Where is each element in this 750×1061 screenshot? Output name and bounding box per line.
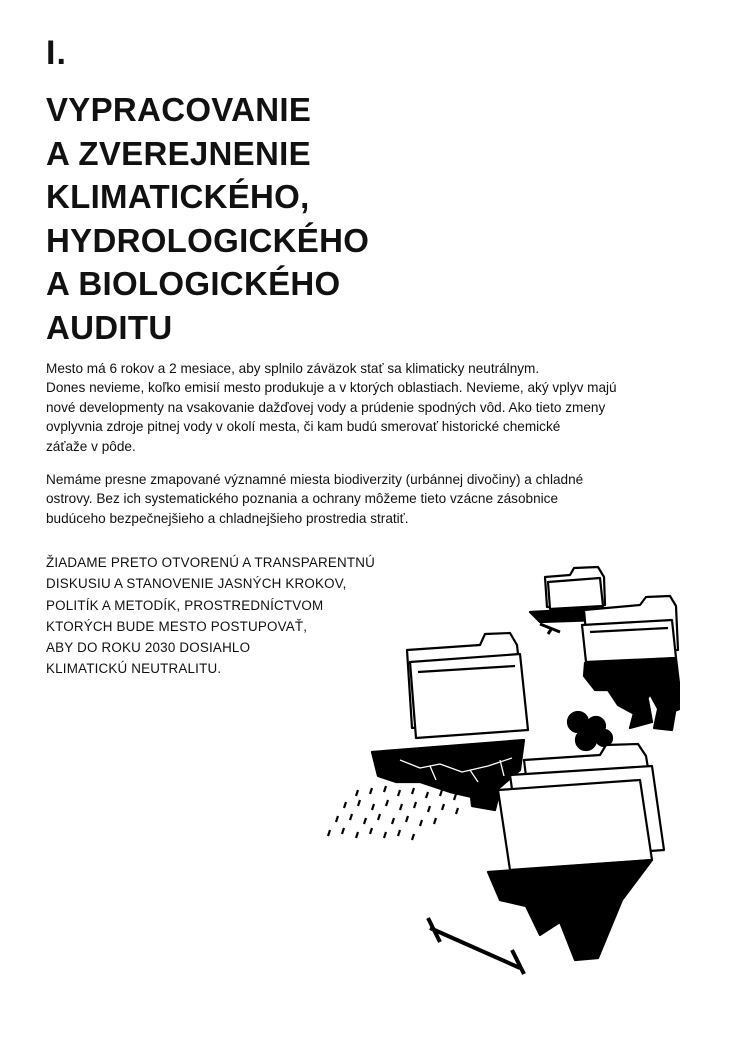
paragraph-line: Nemáme presne zmapované významné miesta biodiverzity (urbánnej divočiny) a chladné <box>46 472 584 487</box>
title-line: HYDROLOGICKÉHO <box>46 221 370 259</box>
paragraph-line: ovplyvnia zdroje pitnej vody v okolí mesta, či kam budú smerovať historické chemické <box>46 419 561 435</box>
demand-line: POLITÍK A METODÍK, PROSTREDNÍCTVOM <box>46 597 324 613</box>
title-line: AUDITU <box>46 308 173 346</box>
title-line: A ZVEREJNENIE <box>46 134 311 172</box>
biodiversity-paragraph <box>46 470 706 528</box>
folder-middle-icon <box>407 633 528 738</box>
demand-line: KTORÝCH BUDE MESTO POSTUPOVAŤ, <box>46 618 308 634</box>
title-line: KLIMATICKÉHO, <box>46 178 310 215</box>
paragraph-line: budúceho bezpečnejšieho a chladnejšieho prostredia stratiť. <box>46 510 409 526</box>
open-folders-icon <box>300 555 680 975</box>
paragraph-line: ostrovy. Bez ich systematického poznania a ochrany môžeme tieto vzácne zásobnice <box>46 491 559 507</box>
paragraph-line: záťaže v pôde. <box>46 438 136 454</box>
page-title <box>46 88 369 349</box>
intro-paragraph <box>46 359 706 456</box>
demand-line: KLIMATICKÚ NEUTRALITU. <box>46 661 222 677</box>
stick-icon <box>428 918 524 974</box>
demand-line: DISKUSIU A STANOVENIE JASNÝCH KROKOV, <box>46 576 347 592</box>
title-line: VYPRACOVANIE <box>46 91 312 128</box>
paragraph-line: nové developmenty na vsakovanie dažďovej vody a prúdenie spodných vôd. Ako tieto zmeny <box>46 399 606 415</box>
folder-bottom-icon <box>498 744 664 870</box>
demand-line: ŽIADAME PRETO OTVORENÚ A TRANSPARENTNÚ <box>46 555 376 570</box>
demand-line: ABY DO ROKU 2030 DOSIAHLO <box>46 640 251 656</box>
paragraph-line: Dones nevieme, koľko emisií mesto produkuje a v ktorých oblastiach. Nevieme, aký vplyv majú <box>46 380 617 396</box>
folder-bottom-shadow <box>488 860 652 960</box>
paragraph-line: Mesto má 6 rokov a 2 mesiace, aby splnilo záväzok stať sa klimaticky neutrálnym. <box>46 361 540 376</box>
rain-dashes <box>328 786 458 840</box>
folder-right-shadow <box>568 658 680 750</box>
title-line: A BIOLOGICKÉHO <box>46 265 341 302</box>
section-number: I. <box>46 34 67 72</box>
